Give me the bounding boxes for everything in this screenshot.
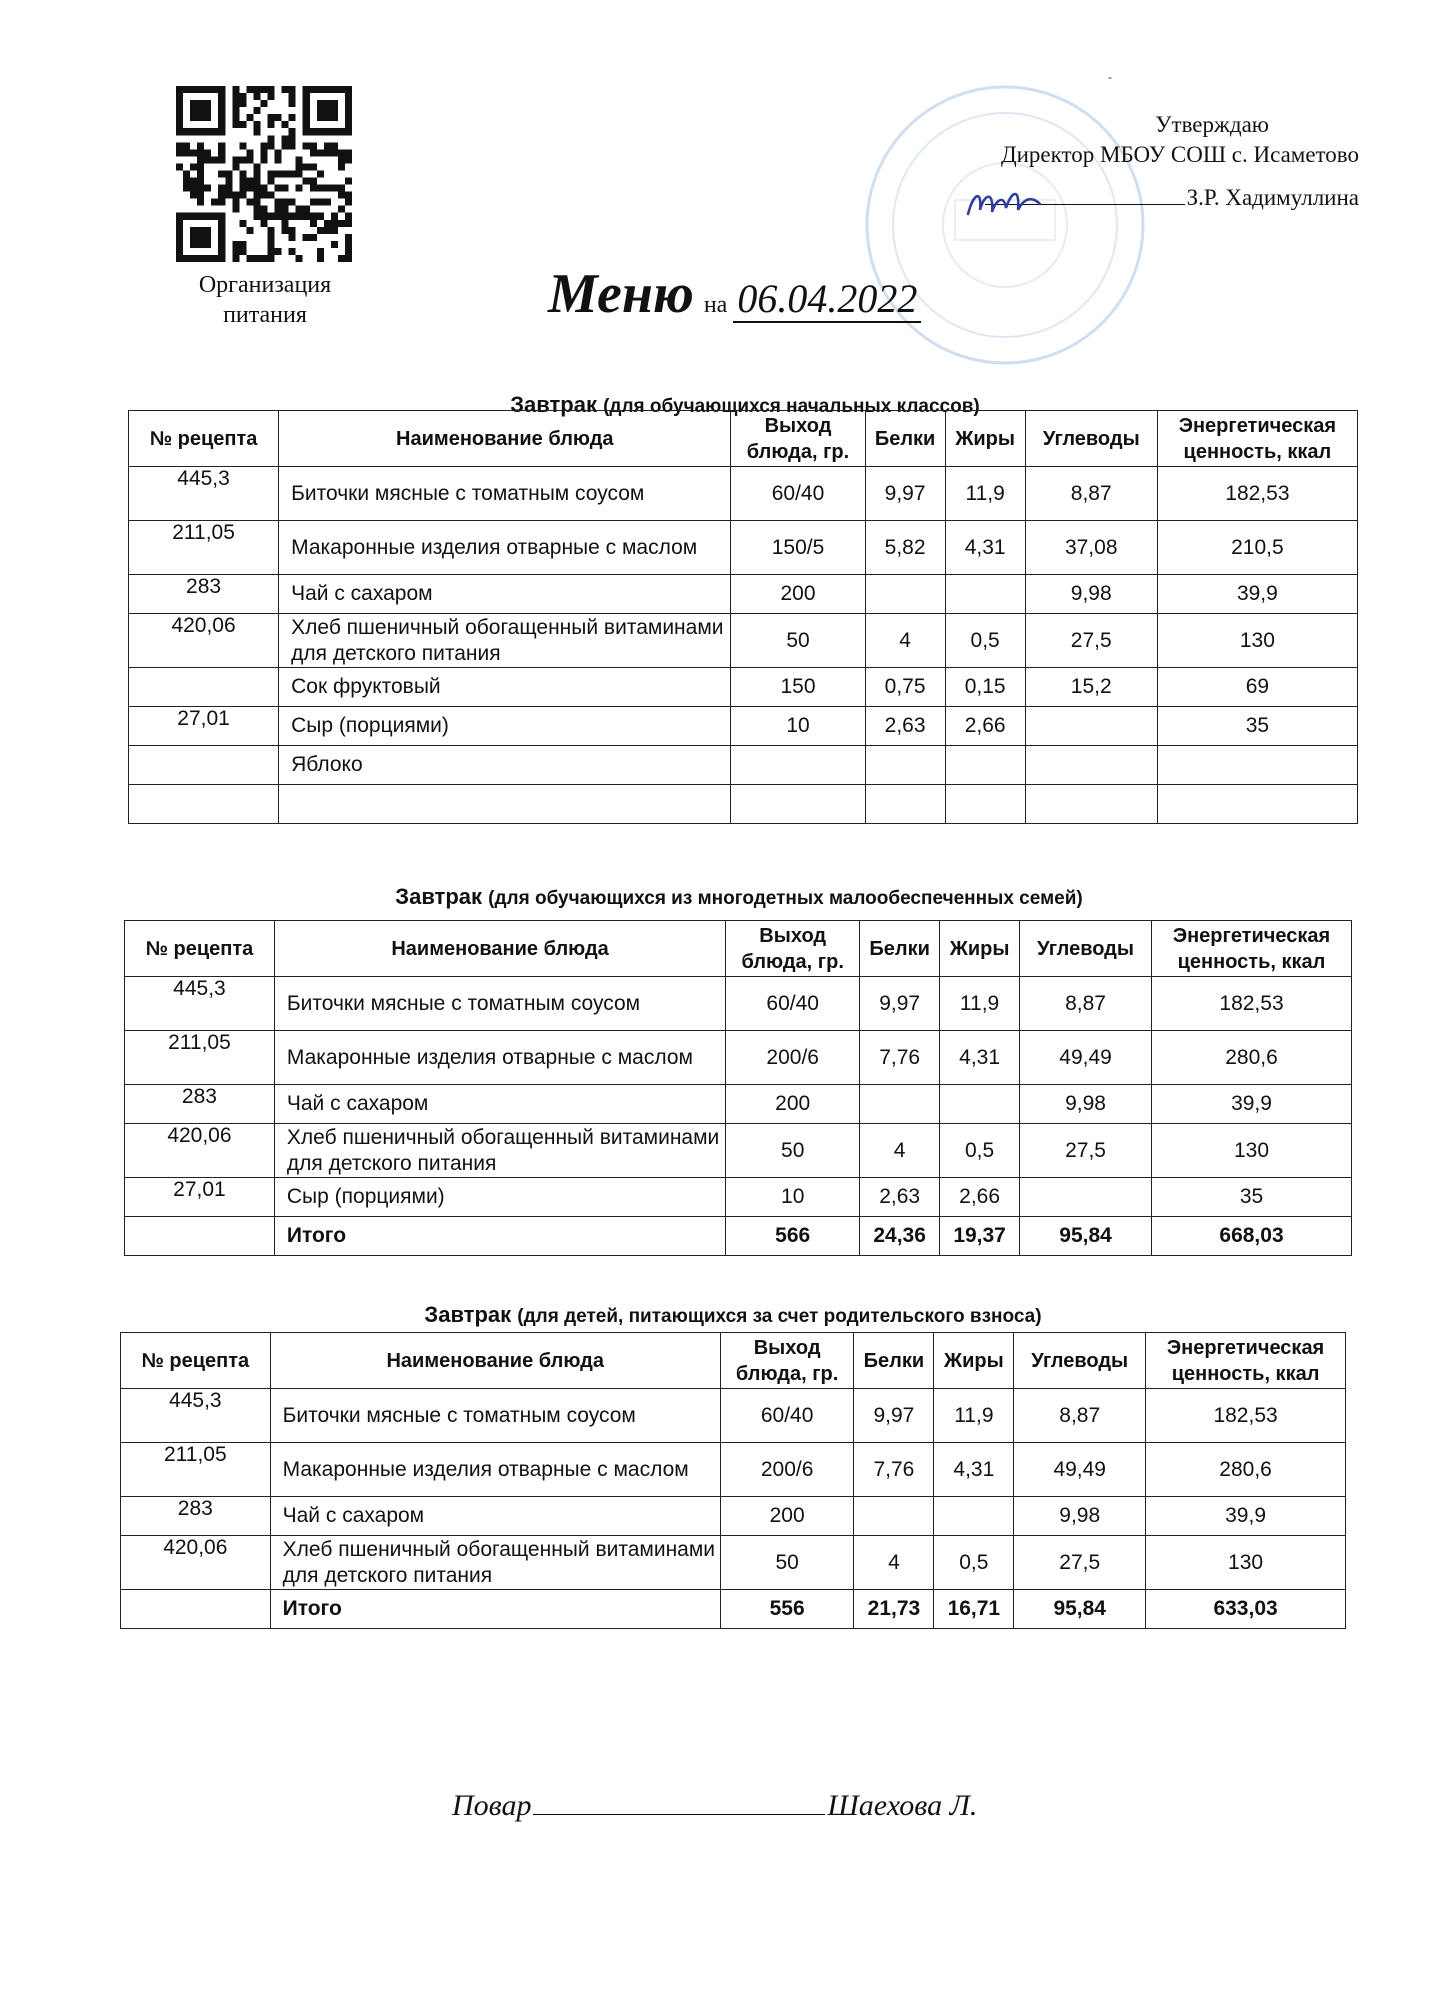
carbs-cell: 49,49 [1014, 1443, 1146, 1497]
menu-date: 06.04.2022 [733, 276, 921, 323]
col-carbs-header: Углеводы [1025, 411, 1157, 467]
energy-cell: 130 [1157, 614, 1357, 668]
yield-cell: 200/6 [726, 1031, 860, 1085]
col-carbs-header: Углеводы [1014, 1333, 1146, 1389]
fat-cell [940, 1085, 1020, 1124]
table-row [129, 746, 1358, 785]
col-yield-line1: Выход [759, 924, 827, 947]
cook-signature-line [452, 1788, 977, 1823]
carbs-cell: 9,98 [1025, 575, 1157, 614]
table-row [125, 1031, 1352, 1085]
section-subtitle: (для детей, питающихся за счет родительского взноса) [517, 1306, 1042, 1327]
menu-on: на [703, 292, 728, 318]
fat-cell: 11,9 [940, 977, 1020, 1031]
carbs-cell: 8,87 [1014, 1389, 1146, 1443]
carbs-cell [1025, 785, 1157, 824]
col-yield-line2: блюда, гр. [735, 1362, 839, 1385]
table-row [129, 575, 1358, 614]
protein-cell [854, 1497, 934, 1536]
protein-cell: 2,63 [865, 707, 945, 746]
col-fat-header: Жиры [940, 921, 1020, 977]
fat-cell: 0,5 [934, 1536, 1014, 1590]
col-recipe-header: № рецепта [121, 1333, 271, 1389]
total-yield-cell: 566 [726, 1217, 860, 1256]
recipe-cell: 445,3 [125, 977, 275, 1031]
carbs-cell [1020, 1178, 1152, 1217]
col-energy-line2: ценность, ккал [1177, 950, 1326, 973]
dish-name-cell: Чай с сахаром [274, 1085, 725, 1124]
approve-title: Утверждаю [1155, 112, 1269, 137]
col-yield-header [720, 1333, 854, 1389]
menu-table [128, 410, 1358, 824]
protein-cell [865, 746, 945, 785]
col-yield-header [726, 921, 860, 977]
energy-cell [1157, 785, 1357, 824]
energy-cell: 210,5 [1157, 521, 1357, 575]
col-fat-header: Жиры [934, 1333, 1014, 1389]
qr-label-line1: Организация [198, 272, 332, 298]
table-row [125, 1124, 1352, 1178]
section-subtitle: (для обучающихся из многодетных малообеспеченных семей) [488, 888, 1083, 909]
yield-cell: 50 [720, 1536, 854, 1590]
col-energy-line2: ценность, ккал [1183, 440, 1332, 463]
dish-name-cell: Хлеб пшеничный обогащенный витаминами для детского питания [274, 1124, 725, 1178]
protein-cell: 4 [860, 1124, 940, 1178]
protein-cell: 5,82 [865, 521, 945, 575]
protein-cell: 9,97 [860, 977, 940, 1031]
yield-cell [731, 746, 865, 785]
protein-cell: 0,75 [865, 668, 945, 707]
recipe-cell: 283 [121, 1497, 271, 1536]
fat-cell: 2,66 [940, 1178, 1020, 1217]
fat-cell: 11,9 [934, 1389, 1014, 1443]
carbs-cell [1025, 707, 1157, 746]
protein-cell: 4 [865, 614, 945, 668]
col-recipe-header: № рецепта [125, 921, 275, 977]
yield-cell [731, 785, 865, 824]
recipe-cell [129, 746, 279, 785]
energy-cell: 69 [1157, 668, 1357, 707]
recipe-cell [129, 668, 279, 707]
recipe-cell [129, 785, 279, 824]
page-title [548, 262, 921, 326]
yield-cell: 10 [731, 707, 865, 746]
table-row [125, 1085, 1352, 1124]
dish-name-cell: Сок фруктовый [279, 668, 731, 707]
cook-label: Повар [452, 1789, 532, 1822]
col-recipe-header: № рецепта [129, 411, 279, 467]
table-row [121, 1389, 1346, 1443]
protein-cell: 9,97 [865, 467, 945, 521]
table-row [121, 1443, 1346, 1497]
col-name-header: Наименование блюда [274, 921, 725, 977]
carbs-cell: 8,87 [1025, 467, 1157, 521]
director-signature-icon [960, 180, 1050, 230]
dish-name-cell: Биточки мясные с томатным соусом [279, 467, 731, 521]
energy-cell: 130 [1152, 1124, 1352, 1178]
total-protein-cell: 21,73 [854, 1590, 934, 1629]
energy-cell: 130 [1146, 1536, 1346, 1590]
fat-cell [945, 785, 1025, 824]
total-energy-cell: 633,03 [1146, 1590, 1346, 1629]
total-fat-cell: 16,71 [934, 1590, 1014, 1629]
cook-signature-blank [533, 1788, 825, 1815]
approve-position: Директор МБОУ СОШ с. Исаметово [1000, 142, 1359, 167]
table-row [129, 668, 1358, 707]
carbs-cell: 15,2 [1025, 668, 1157, 707]
col-energy-line1: Энергетическая [1172, 924, 1331, 947]
yield-cell: 150 [731, 668, 865, 707]
energy-cell: 39,9 [1146, 1497, 1346, 1536]
col-fat-header: Жиры [945, 411, 1025, 467]
total-recipe-cell [125, 1217, 275, 1256]
col-energy-line1: Энергетическая [1178, 414, 1337, 437]
menu-table [120, 1332, 1346, 1629]
fat-cell [945, 575, 1025, 614]
protein-cell: 2,63 [860, 1178, 940, 1217]
total-recipe-cell [121, 1590, 271, 1629]
section-title-main: Завтрак [510, 392, 597, 417]
fat-cell: 11,9 [945, 467, 1025, 521]
dish-name-cell: Хлеб пшеничный обогащенный витаминами для детского питания [270, 1536, 720, 1590]
col-energy-header [1146, 1333, 1346, 1389]
dish-name-cell: Яблоко [279, 746, 731, 785]
fat-cell: 4,31 [940, 1031, 1020, 1085]
yield-cell: 60/40 [731, 467, 865, 521]
col-carbs-header: Углеводы [1020, 921, 1152, 977]
qr-label [160, 270, 370, 330]
energy-cell: 39,9 [1157, 575, 1357, 614]
yield-cell: 200 [731, 575, 865, 614]
total-row [121, 1590, 1346, 1629]
total-fat-cell: 19,37 [940, 1217, 1020, 1256]
energy-cell: 39,9 [1152, 1085, 1352, 1124]
col-protein-header: Белки [854, 1333, 934, 1389]
recipe-cell: 211,05 [129, 521, 279, 575]
recipe-cell: 420,06 [121, 1536, 271, 1590]
col-energy-line2: ценность, ккал [1171, 1362, 1320, 1385]
col-energy-header [1152, 921, 1352, 977]
carbs-cell [1025, 746, 1157, 785]
dish-name-cell [279, 785, 731, 824]
fat-cell: 4,31 [934, 1443, 1014, 1497]
scan-mark: - [1108, 70, 1112, 84]
dish-name-cell: Биточки мясные с томатным соусом [274, 977, 725, 1031]
col-protein-header: Белки [860, 921, 940, 977]
carbs-cell: 27,5 [1014, 1536, 1146, 1590]
total-carbs-cell: 95,84 [1014, 1590, 1146, 1629]
col-energy-header [1157, 411, 1357, 467]
table-row [121, 1497, 1346, 1536]
qr-label-line2: питания [223, 302, 307, 328]
yield-cell: 150/5 [731, 521, 865, 575]
total-row [125, 1217, 1352, 1256]
dish-name-cell: Макаронные изделия отварные с маслом [279, 521, 731, 575]
cook-name: Шаехова Л. [827, 1789, 978, 1822]
dish-name-cell: Сыр (порциями) [279, 707, 731, 746]
fat-cell: 0,5 [940, 1124, 1020, 1178]
recipe-cell: 27,01 [125, 1178, 275, 1217]
col-yield-line1: Выход [753, 1336, 821, 1359]
table-row [125, 977, 1352, 1031]
menu-table [124, 920, 1352, 1256]
recipe-cell: 283 [129, 575, 279, 614]
carbs-cell: 8,87 [1020, 977, 1152, 1031]
col-protein-header: Белки [865, 411, 945, 467]
section-title [118, 1302, 1348, 1328]
table-header-row [125, 921, 1352, 977]
recipe-cell: 283 [125, 1085, 275, 1124]
energy-cell: 280,6 [1146, 1443, 1346, 1497]
table-header-row [121, 1333, 1346, 1389]
energy-cell: 35 [1152, 1178, 1352, 1217]
col-energy-line1: Энергетическая [1166, 1336, 1325, 1359]
dish-name-cell: Сыр (порциями) [274, 1178, 725, 1217]
section-title-main: Завтрак [395, 884, 483, 909]
total-carbs-cell: 95,84 [1020, 1217, 1152, 1256]
recipe-cell: 27,01 [129, 707, 279, 746]
total-protein-cell: 24,36 [860, 1217, 940, 1256]
yield-cell: 60/40 [720, 1389, 854, 1443]
dish-name-cell: Чай с сахаром [270, 1497, 720, 1536]
table-row [125, 1178, 1352, 1217]
yield-cell: 200/6 [720, 1443, 854, 1497]
total-label-cell: Итого [274, 1217, 725, 1256]
fat-cell [934, 1497, 1014, 1536]
recipe-cell: 420,06 [129, 614, 279, 668]
table-row [129, 707, 1358, 746]
qr-code-icon [176, 86, 352, 262]
recipe-cell: 211,05 [125, 1031, 275, 1085]
carbs-cell: 9,98 [1014, 1497, 1146, 1536]
carbs-cell: 49,49 [1020, 1031, 1152, 1085]
energy-cell [1157, 746, 1357, 785]
col-yield-header [731, 411, 865, 467]
table-row [129, 785, 1358, 824]
section-subtitle: (для обучающихся начальных классов) [603, 396, 980, 417]
col-name-header: Наименование блюда [270, 1333, 720, 1389]
table-row [121, 1536, 1346, 1590]
recipe-cell: 445,3 [129, 467, 279, 521]
energy-cell: 182,53 [1157, 467, 1357, 521]
col-yield-line2: блюда, гр. [746, 440, 850, 463]
energy-cell: 280,6 [1152, 1031, 1352, 1085]
yield-cell: 50 [731, 614, 865, 668]
approve-name: З.Р. Хадимуллина [1186, 185, 1359, 210]
fat-cell [945, 746, 1025, 785]
fat-cell: 0,15 [945, 668, 1025, 707]
carbs-cell: 27,5 [1020, 1124, 1152, 1178]
fat-cell: 4,31 [945, 521, 1025, 575]
section-title-main: Завтрак [424, 1302, 512, 1327]
section-title [124, 884, 1354, 910]
carbs-cell: 37,08 [1025, 521, 1157, 575]
protein-cell: 7,76 [860, 1031, 940, 1085]
recipe-cell: 420,06 [125, 1124, 275, 1178]
energy-cell: 182,53 [1146, 1389, 1346, 1443]
protein-cell: 9,97 [854, 1389, 934, 1443]
table-header-row [129, 411, 1358, 467]
yield-cell: 200 [720, 1497, 854, 1536]
energy-cell: 182,53 [1152, 977, 1352, 1031]
recipe-cell: 445,3 [121, 1389, 271, 1443]
col-yield-line1: Выход [764, 414, 832, 437]
fat-cell: 2,66 [945, 707, 1025, 746]
total-label-cell: Итого [270, 1590, 720, 1629]
table-row [129, 521, 1358, 575]
carbs-cell: 9,98 [1020, 1085, 1152, 1124]
menu-title: Меню [548, 263, 694, 325]
col-name-header: Наименование блюда [279, 411, 731, 467]
dish-name-cell: Хлеб пшеничный обогащенный витаминами для детского питания [279, 614, 731, 668]
protein-cell [860, 1085, 940, 1124]
protein-cell: 7,76 [854, 1443, 934, 1497]
total-energy-cell: 668,03 [1152, 1217, 1352, 1256]
protein-cell [865, 785, 945, 824]
dish-name-cell: Чай с сахаром [279, 575, 731, 614]
dish-name-cell: Биточки мясные с томатным соусом [270, 1389, 720, 1443]
yield-cell: 10 [726, 1178, 860, 1217]
protein-cell: 4 [854, 1536, 934, 1590]
total-yield-cell: 556 [720, 1590, 854, 1629]
protein-cell [865, 575, 945, 614]
dish-name-cell: Макаронные изделия отварные с маслом [270, 1443, 720, 1497]
carbs-cell: 27,5 [1025, 614, 1157, 668]
energy-cell: 35 [1157, 707, 1357, 746]
fat-cell: 0,5 [945, 614, 1025, 668]
yield-cell: 200 [726, 1085, 860, 1124]
yield-cell: 50 [726, 1124, 860, 1178]
yield-cell: 60/40 [726, 977, 860, 1031]
dish-name-cell: Макаронные изделия отварные с маслом [274, 1031, 725, 1085]
table-row [129, 467, 1358, 521]
table-row [129, 614, 1358, 668]
col-yield-line2: блюда, гр. [741, 950, 844, 973]
recipe-cell: 211,05 [121, 1443, 271, 1497]
